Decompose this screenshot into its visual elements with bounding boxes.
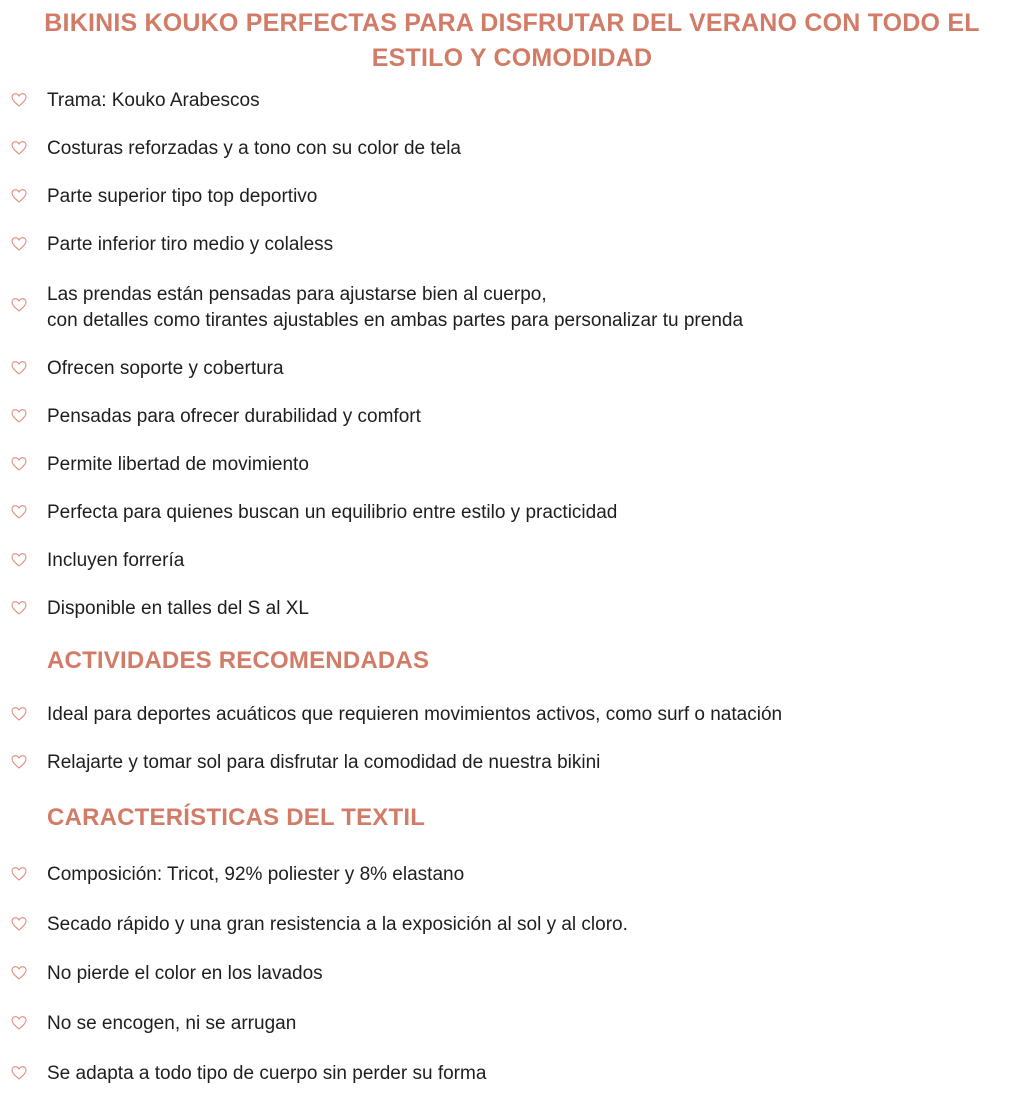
- feature-text: Incluyen forrería: [47, 550, 185, 571]
- section-heading-activities: ACTIVIDADES RECOMENDADAS: [47, 647, 430, 674]
- heart-outline-icon: [11, 140, 29, 158]
- textile-text: No se encogen, ni se arrugan: [47, 1013, 297, 1034]
- feature-text: Parte superior tipo top deportivo: [47, 186, 318, 207]
- activity-text: Ideal para deportes acuáticos que requieren movimientos activos, como surf o natación: [47, 704, 783, 725]
- heart-outline-icon: [11, 297, 29, 315]
- feature-text: Ofrecen soporte y cobertura: [47, 358, 284, 379]
- heart-outline-icon: [11, 360, 29, 378]
- feature-text: Trama: Kouko Arabescos: [47, 90, 260, 111]
- heart-outline-icon: [11, 1015, 29, 1033]
- feature-text: Las prendas están pensadas para ajustarse bien al cuerpo,: [47, 284, 547, 305]
- feature-text: Pensadas para ofrecer durabilidad y comfort: [47, 406, 421, 427]
- feature-text: Parte inferior tiro medio y colaless: [47, 234, 334, 255]
- textile-text: No pierde el color en los lavados: [47, 963, 323, 984]
- page-title: BIKINIS KOUKO PERFECTAS PARA DISFRUTAR DEL VERANO CON TODO EL ESTILO Y COMODIDAD: [44, 9, 980, 72]
- textile-text: Se adapta a todo tipo de cuerpo sin perder su forma: [47, 1063, 487, 1084]
- heart-outline-icon: [11, 754, 29, 772]
- textile-text: Secado rápido y una gran resistencia a la exposición al sol y al cloro.: [47, 914, 628, 935]
- heart-outline-icon: [11, 866, 29, 884]
- feature-text: Disponible en talles del S al XL: [47, 598, 309, 619]
- heart-outline-icon: [11, 965, 29, 983]
- heart-outline-icon: [11, 188, 29, 206]
- heart-outline-icon: [11, 552, 29, 570]
- heart-outline-icon: [11, 504, 29, 522]
- heart-outline-icon: [11, 236, 29, 254]
- heart-outline-icon: [11, 1065, 29, 1083]
- heart-outline-icon: [11, 408, 29, 426]
- activity-text: Relajarte y tomar sol para disfrutar la comodidad de nuestra bikini: [47, 752, 601, 773]
- textile-text: Composición: Tricot, 92% poliester y 8% elastano: [47, 864, 465, 885]
- heart-outline-icon: [11, 92, 29, 110]
- heart-outline-icon: [11, 600, 29, 618]
- feature-text: Costuras reforzadas y a tono con su color de tela: [47, 138, 462, 159]
- feature-text-continued: con detalles como tirantes ajustables en ambas partes para personalizar tu prenda: [47, 310, 744, 331]
- feature-text: Permite libertad de movimiento: [47, 454, 309, 475]
- heart-outline-icon: [11, 456, 29, 474]
- heart-outline-icon: [11, 706, 29, 724]
- section-heading-textile: CARACTERÍSTICAS DEL TEXTIL: [47, 804, 426, 831]
- feature-text: Perfecta para quienes buscan un equilibrio entre estilo y practicidad: [47, 502, 618, 523]
- heart-outline-icon: [11, 916, 29, 934]
